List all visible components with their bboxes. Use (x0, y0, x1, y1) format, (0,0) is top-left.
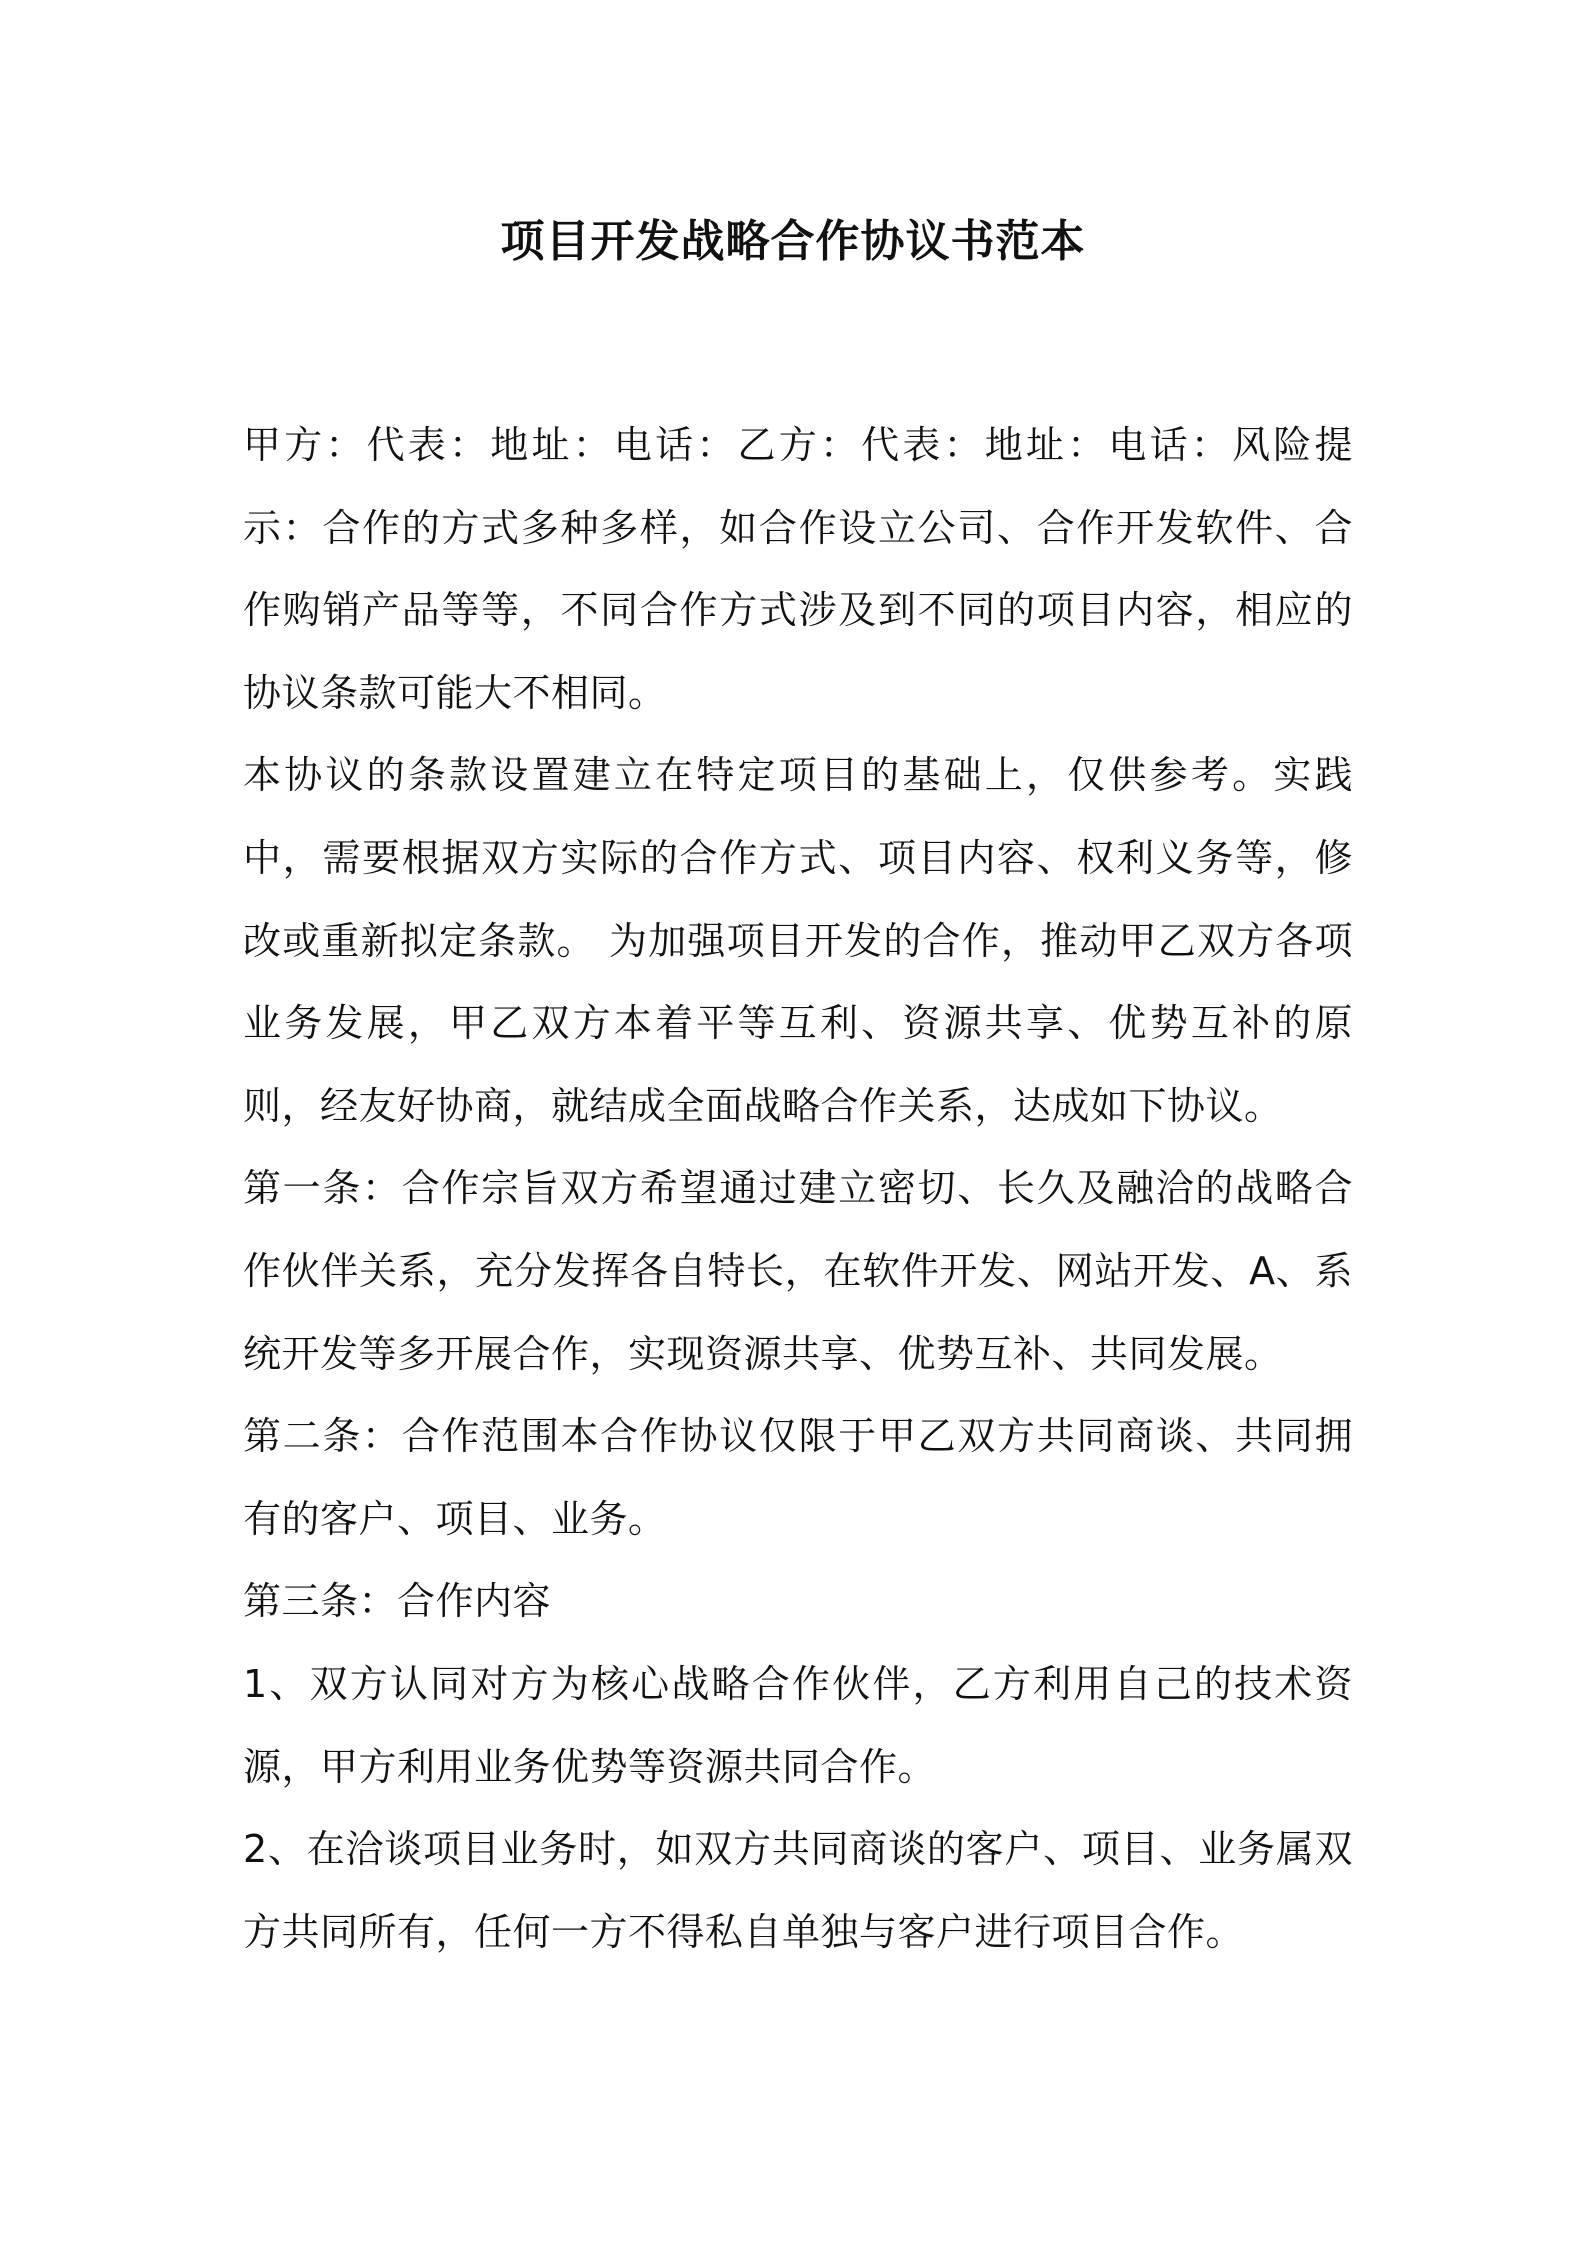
paragraph-preamble: 本协议的条款设置建立在特定项目的基础上，仅供参考。实践中，需要根据双方实际的合作方式、项目内容、权利义务等，修改或重新拟定条款。 为加强项目开发的合作，推动甲乙双方各项业务发展，甲乙双方本着平等互利、资源共享、优势互补的原则，经友好协商，就结成全面战略合作关系，达成如下协议。 (243, 753, 1353, 1128)
document-body (243, 404, 1353, 1973)
paragraph-article-3-heading: 第三条：合作内容 (243, 1579, 552, 1624)
paragraph-parties-and-risk-notice: 甲方：代表：地址：电话：乙方：代表：地址：电话：风险提示：合作的方式多种多样，如合作设立公司、合作开发软件、合作购销产品等等，不同合作方式涉及到不同的项目内容，相应的协议条款可能大不相同。 (243, 423, 1353, 715)
paragraph-article-3-item-2: 2、在洽谈项目业务时，如双方共同商谈的客户、项目、业务属双方共同所有，任何一方不得私自单独与客户进行项目合作。 (243, 1827, 1353, 1954)
document-title: 项目开发战略合作协议书范本 (500, 216, 1086, 267)
paragraph-article-3-item-1: 1、双方认同对方为核心战略合作伙伴，乙方利用自己的技术资源，甲方利用业务优势等资源共同合作。 (243, 1661, 1353, 1789)
paragraph-article-1: 第一条：合作宗旨双方希望通过建立密切、长久及融洽的战略合作伙伴关系，充分发挥各自特长，在软件开发、网站开发、A、系统开发等多开展合作，实现资源共享、优势互补、共同发展。 (243, 1166, 1353, 1376)
paragraph-article-2: 第二条：合作范围本合作协议仅限于甲乙双方共同商谈、共同拥有的客户、项目、业务。 (243, 1414, 1353, 1541)
